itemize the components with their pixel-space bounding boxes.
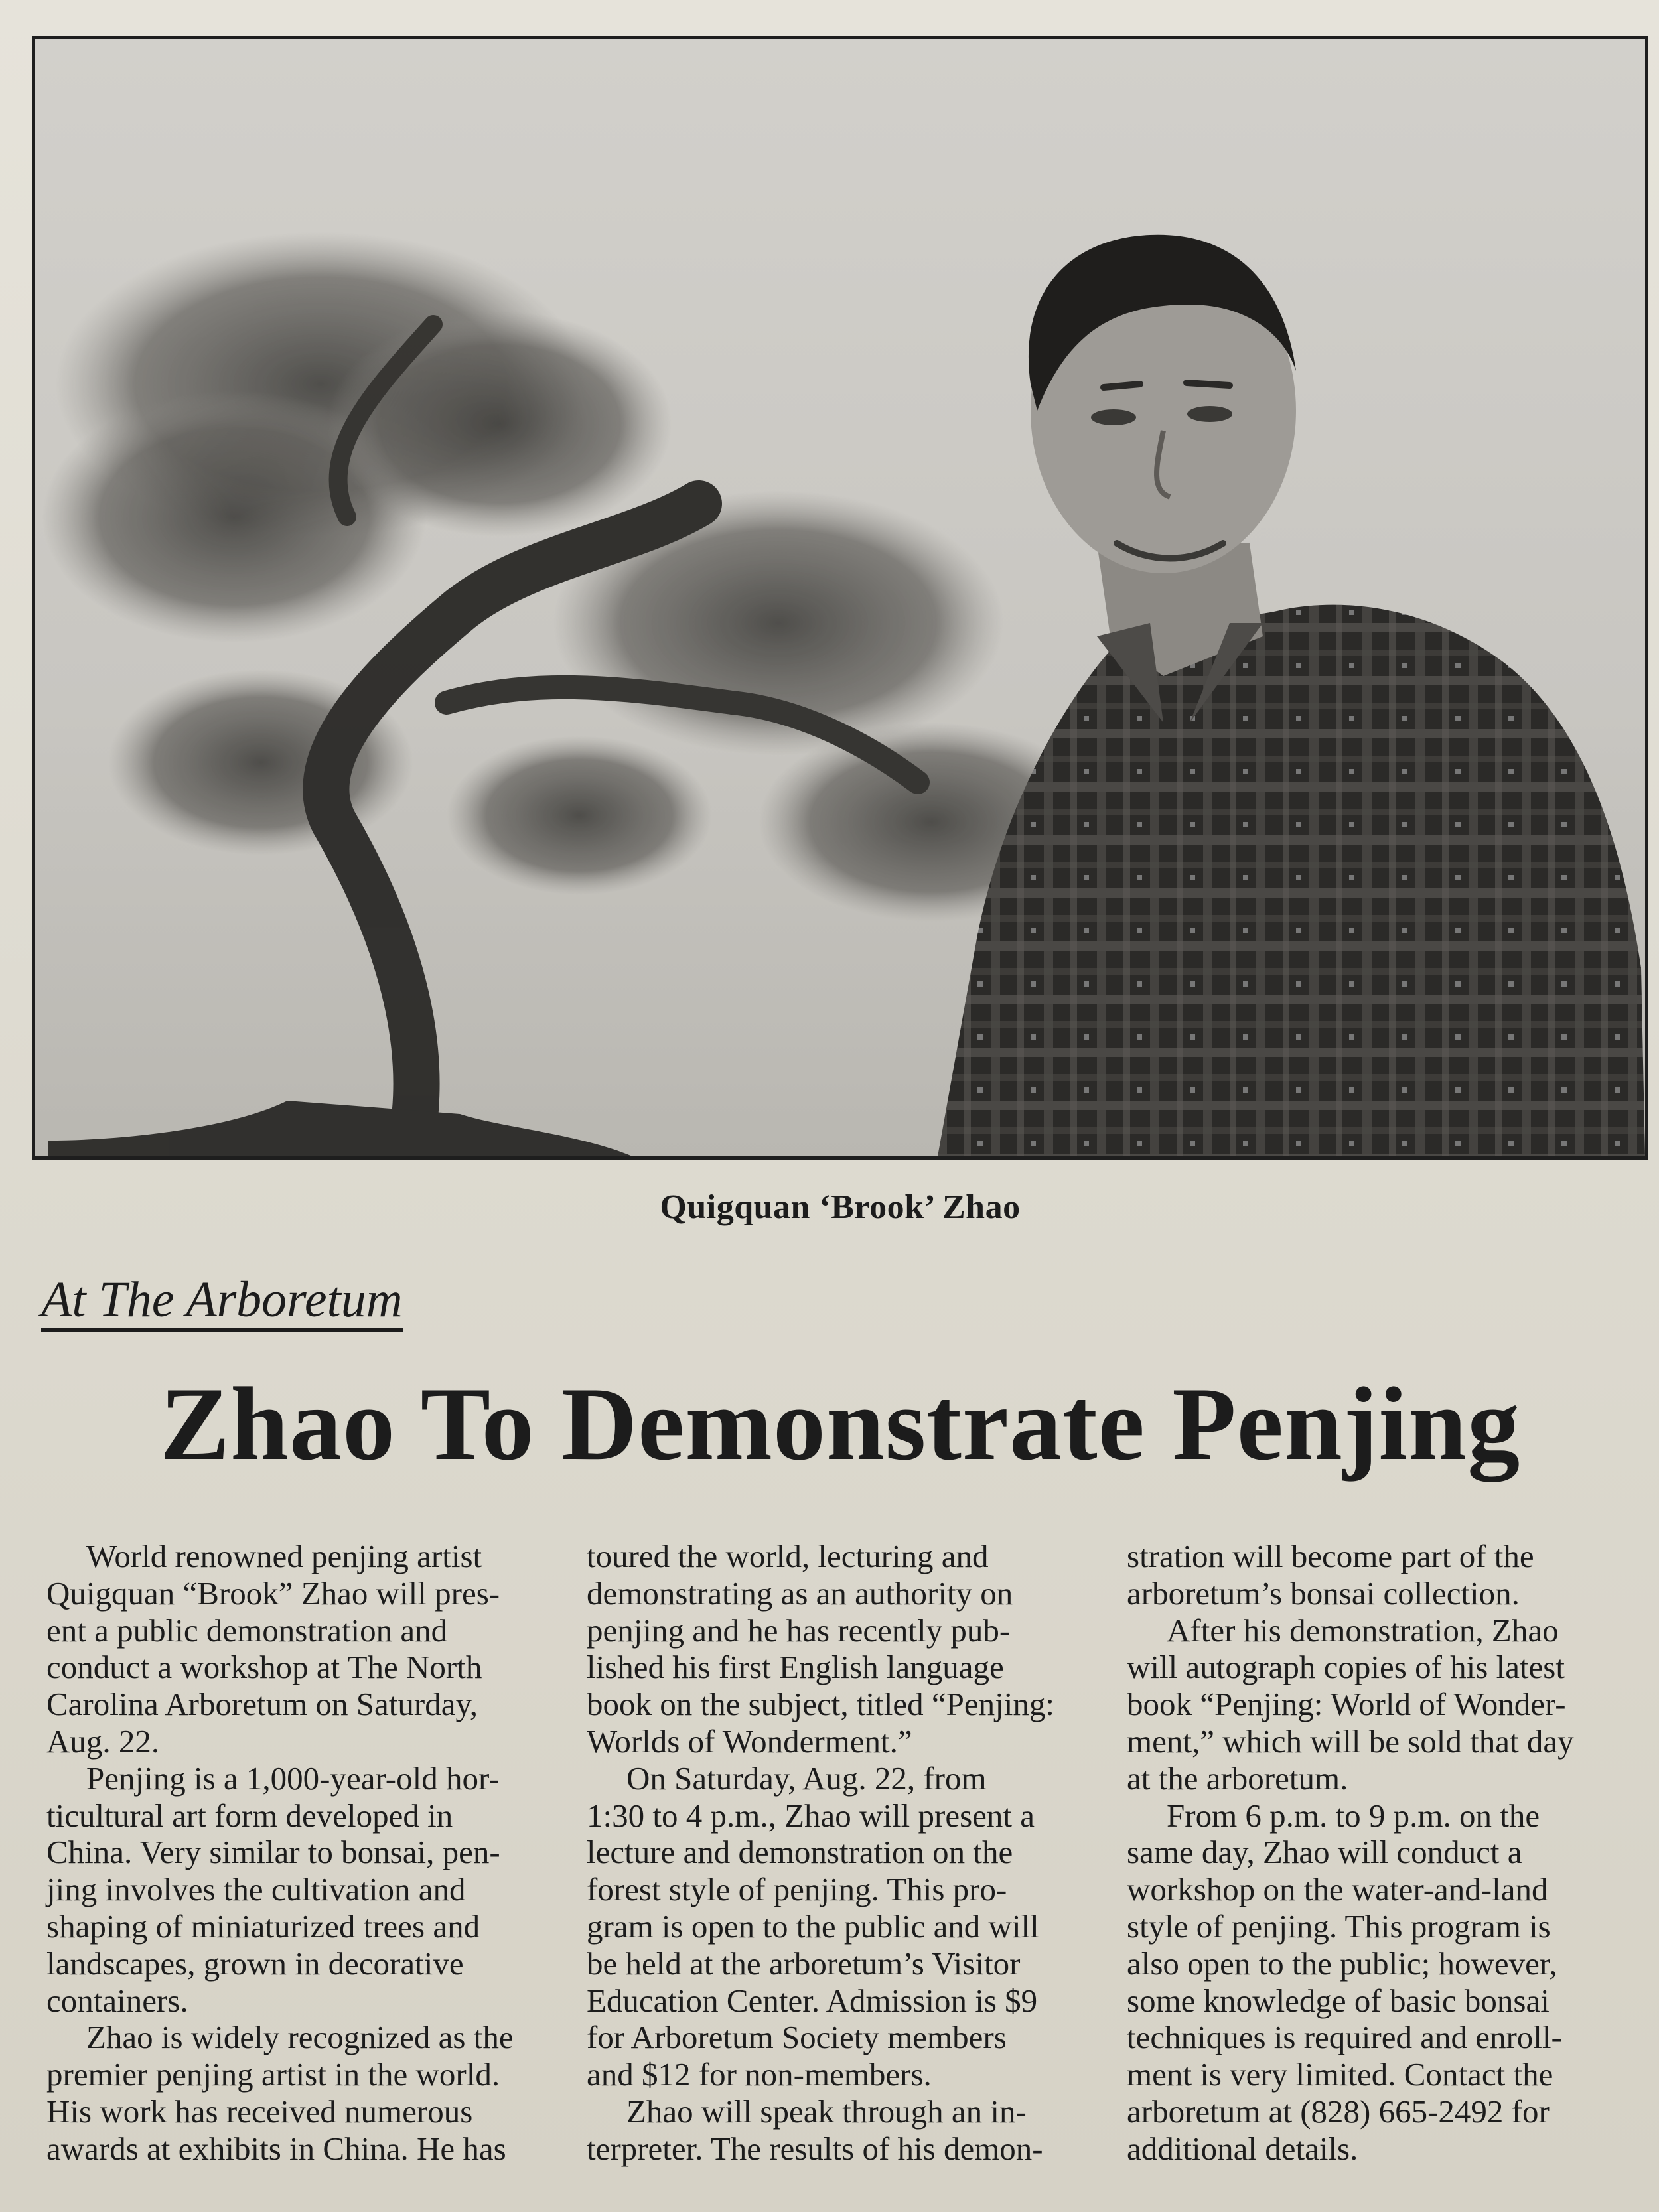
article-photo — [32, 36, 1648, 1160]
article-headline: Zhao To Demonstrate Penjing — [159, 1366, 1521, 1482]
paragraph: toured the world, lecturing and demonstrating as an authority on penjing and he has recently pub- lished his first English language book on the subject, titled “Penjing: Worlds of Wonderment.” — [587, 1538, 1054, 1760]
photo-illustration — [35, 39, 1645, 1156]
paragraph: stration will become part of the arboretum’s bonsai collection. — [1127, 1538, 1534, 1612]
paragraph: After his demonstration, Zhao will autograph copies of his latest book “Penjing: World of Wonder- ment,” which will be sold that day at the arboretum. — [1127, 1612, 1574, 1797]
article-column-2 — [587, 1538, 1090, 2168]
article-column-3 — [1127, 1538, 1630, 2168]
paragraph: Zhao will speak through an in- terpreter. The results of his demon- — [587, 2093, 1043, 2167]
paragraph: World renowned penjing artist Quigquan “Brook” Zhao will pres- ent a public demonstration and conduct a workshop at The North Carolina Arboretum on Saturday, Aug. 22. — [46, 1538, 500, 1760]
section-kicker: At The Arboretum — [41, 1274, 403, 1332]
photo-caption: Quigquan ‘Brook’ Zhao — [660, 1188, 1021, 1226]
article-column-1 — [46, 1538, 549, 2168]
paragraph: Zhao is widely recognized as the premier penjing artist in the world. His work has received numerous awards at exhibits in China. He has — [46, 2019, 514, 2167]
paragraph: From 6 p.m. to 9 p.m. on the same day, Zhao will conduct a workshop on the water-and-land style of penjing. This program is also open to the public; however, some knowledge of basic bonsai techniques is required and enroll- ment is very limited. Contact the arboretum at (828) 665-2492 for additional details. — [1127, 1797, 1562, 2167]
paragraph: Penjing is a 1,000-year-old hor- ticultural art form developed in China. Very similar to bonsai, pen- jing involves the cultivation and shaping of miniaturized trees and landscapes, grown in decorative containers. — [46, 1760, 500, 2019]
portrait-figure — [938, 235, 1645, 1156]
paragraph: On Saturday, Aug. 22, from 1:30 to 4 p.m., Zhao will present a lecture and demonstration on the forest style of penjing. This pro- gram is open to the public and will be held at the arboretum’s Visitor Education Center. Admission is $9 for Arboretum Society members and $12 for non-members. — [587, 1760, 1039, 2093]
bonsai-tree — [42, 232, 1104, 1156]
